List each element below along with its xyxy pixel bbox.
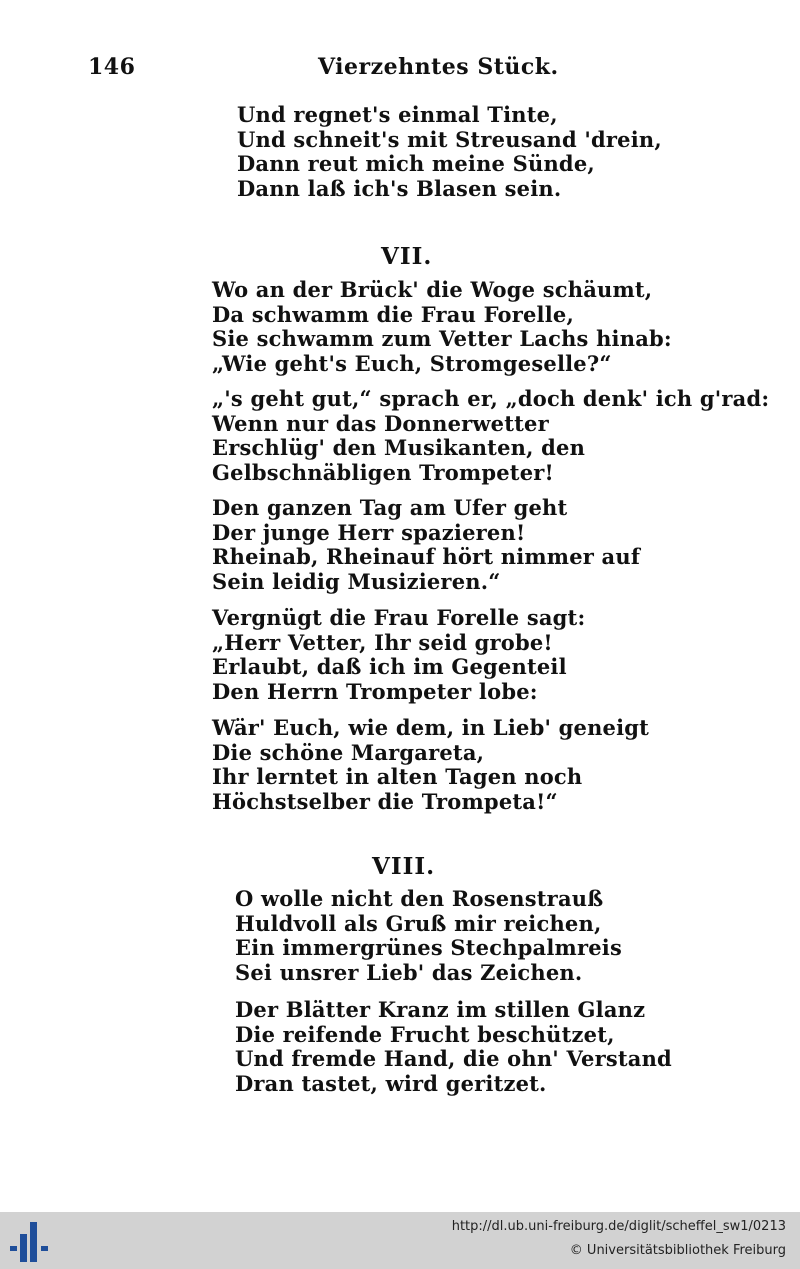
- verse-line: Höchstselber die Trompeta!“: [212, 788, 558, 814]
- stanza-opening: [237, 103, 662, 201]
- verse-line: Rheinab, Rheinauf hört nimmer auf: [212, 544, 641, 570]
- verse-line: Der Blätter Kranz im stillen Glanz: [235, 997, 646, 1022]
- stanza-vii-1: [212, 278, 672, 376]
- verse-line: Die reifende Frucht beschützet,: [235, 1021, 615, 1047]
- verse-line: Huldvoll als Gruß mir reichen,: [235, 910, 602, 936]
- verse-line: Dran tastet, wird geritzet.: [235, 1070, 547, 1096]
- stanza-vii-5: [212, 716, 649, 814]
- verse-line: Gelbschnäbligen Trompeter!: [212, 459, 554, 485]
- verse-line: „'s geht gut,“ sprach er, „doch denk' ich g'rad:: [212, 386, 770, 411]
- verse-line: Und fremde Hand, die ohn' Verstand: [235, 1046, 672, 1072]
- verse-line: Sie schwamm zum Vetter Lachs hinab:: [212, 326, 672, 352]
- viewer-footer: [0, 1212, 800, 1269]
- stanza-viii-2: [235, 998, 672, 1096]
- verse-line: Wenn nur das Donnerwetter: [212, 410, 549, 436]
- verse-line: Den Herrn Trompeter lobe:: [212, 678, 538, 704]
- verse-line: Dann laß ich's Blasen sein.: [237, 175, 562, 201]
- verse-line: O wolle nicht den Rosenstrauß: [235, 886, 604, 911]
- verse-line: Und regnet's einmal Tinte,: [237, 102, 558, 127]
- verse-line: Wär' Euch, wie dem, in Lieb' geneigt: [212, 715, 650, 740]
- stanza-vii-2: [212, 387, 769, 485]
- verse-line: Der junge Herr spazieren!: [212, 519, 526, 545]
- section-heading-vii: VII.: [381, 243, 433, 270]
- verse-line: Sein leidig Musizieren.“: [212, 568, 501, 594]
- verse-line: Den ganzen Tag am Ufer geht: [212, 495, 568, 520]
- verse-line: Erlaubt, daß ich im Gegenteil: [212, 654, 567, 680]
- verse-line: „Herr Vetter, Ihr seid grobe!: [212, 629, 553, 655]
- verse-line: Dann reut mich meine Sünde,: [237, 151, 595, 177]
- verse-line: Ein immergrünes Stechpalmreis: [235, 935, 622, 961]
- verse-line: Die schöne Margareta,: [212, 739, 485, 765]
- library-logo-icon: [10, 1220, 52, 1262]
- verse-line: Ihr lerntet in alten Tagen noch: [212, 764, 583, 790]
- verse-line: Sei unsrer Lieb' das Zeichen.: [235, 959, 583, 985]
- verse-line: Da schwamm die Frau Forelle,: [212, 301, 574, 327]
- copyright-notice: © Universitätsbibliothek Freiburg: [569, 1243, 786, 1258]
- verse-line: Vergnügt die Frau Forelle sagt:: [212, 605, 586, 630]
- verse-line: Und schneit's mit Streusand 'drein,: [237, 126, 662, 152]
- page-number: 146: [88, 54, 136, 80]
- stanza-viii-1: [235, 887, 622, 985]
- source-url-link[interactable]: http://dl.ub.uni-freiburg.de/diglit/scheffel_sw1/0213: [451, 1219, 786, 1234]
- verse-line: „Wie geht's Euch, Stromgeselle?“: [212, 350, 612, 376]
- stanza-vii-3: [212, 496, 640, 594]
- stanza-vii-4: [212, 606, 585, 704]
- section-heading-viii: VIII.: [372, 853, 436, 880]
- verse-line: Wo an der Brück' die Woge schäumt,: [212, 277, 653, 302]
- running-title: Vierzehntes Stück.: [318, 54, 559, 80]
- verse-line: Erschlüg' den Musikanten, den: [212, 435, 586, 461]
